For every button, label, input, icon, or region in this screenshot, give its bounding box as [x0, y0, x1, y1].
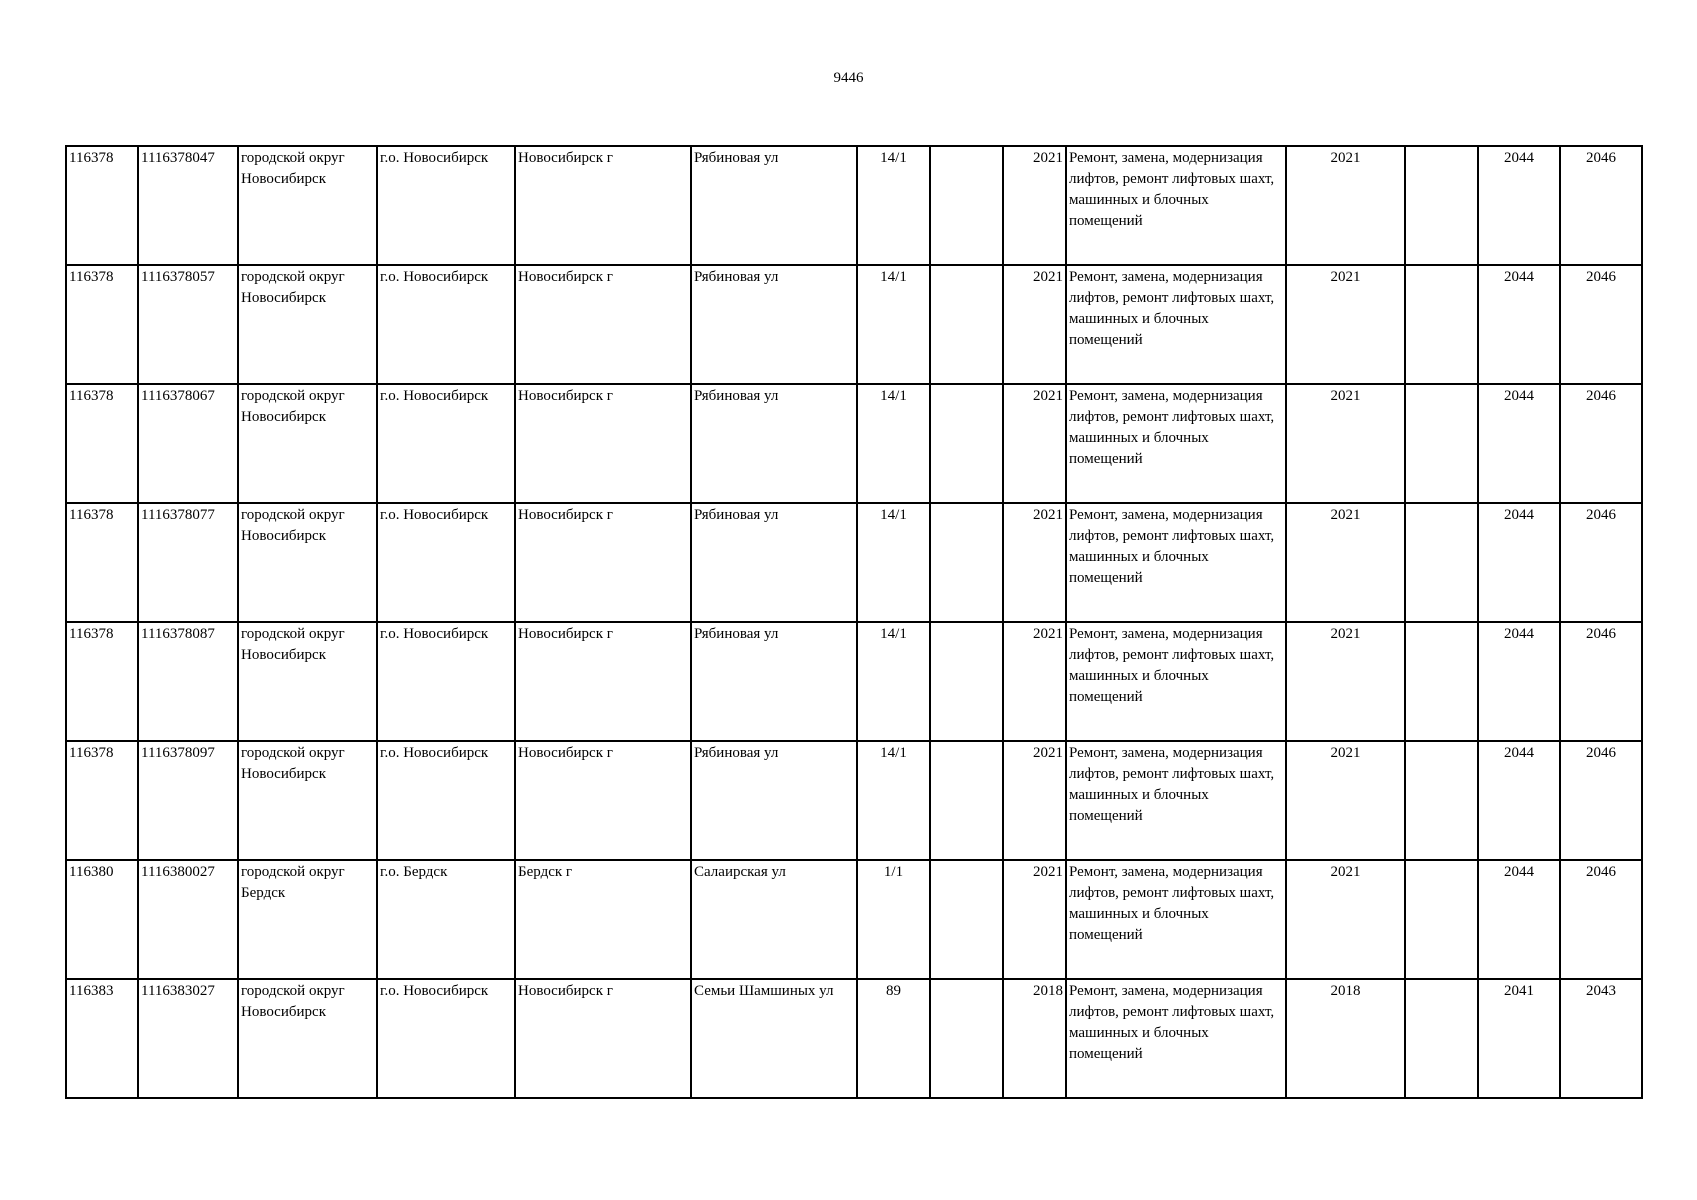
- cell-building: [930, 503, 1003, 622]
- table-row: [66, 503, 1642, 622]
- cell-building: [930, 384, 1003, 503]
- cell-extra: [1405, 622, 1478, 741]
- cell-house: 1/1: [857, 860, 930, 979]
- cell-code: 1116378047: [138, 146, 238, 265]
- cell-district: городской округ Новосибирск: [238, 622, 377, 741]
- cell-year-d: 2046: [1560, 503, 1642, 622]
- cell-id: 116383: [66, 979, 138, 1098]
- cell-municipality: г.о. Новосибирск: [377, 265, 515, 384]
- cell-year-b: 2021: [1286, 741, 1405, 860]
- table-row: [66, 384, 1642, 503]
- cell-year-a: 2021: [1003, 860, 1066, 979]
- cell-code: 1116378097: [138, 741, 238, 860]
- cell-locality: Новосибирск г: [515, 265, 691, 384]
- cell-year-a: 2021: [1003, 265, 1066, 384]
- cell-municipality: г.о. Новосибирск: [377, 979, 515, 1098]
- cell-year-c: 2044: [1478, 741, 1560, 860]
- cell-building: [930, 265, 1003, 384]
- cell-locality: Новосибирск г: [515, 146, 691, 265]
- cell-locality: Новосибирск г: [515, 503, 691, 622]
- cell-year-b: 2021: [1286, 860, 1405, 979]
- cell-building: [930, 741, 1003, 860]
- cell-locality: Новосибирск г: [515, 979, 691, 1098]
- cell-house: 14/1: [857, 741, 930, 860]
- cell-extra: [1405, 384, 1478, 503]
- cell-extra: [1405, 503, 1478, 622]
- cell-year-c: 2044: [1478, 860, 1560, 979]
- cell-year-a: 2021: [1003, 622, 1066, 741]
- cell-year-d: 2046: [1560, 265, 1642, 384]
- cell-year-d: 2046: [1560, 384, 1642, 503]
- cell-district: городской округ Новосибирск: [238, 503, 377, 622]
- cell-year-c: 2044: [1478, 384, 1560, 503]
- cell-year-c: 2041: [1478, 979, 1560, 1098]
- cell-id: 116378: [66, 265, 138, 384]
- cell-street: Рябиновая ул: [691, 503, 857, 622]
- table-row: [66, 622, 1642, 741]
- cell-code: 1116378077: [138, 503, 238, 622]
- cell-extra: [1405, 146, 1478, 265]
- cell-street: Рябиновая ул: [691, 384, 857, 503]
- cell-building: [930, 146, 1003, 265]
- cell-locality: Бердск г: [515, 860, 691, 979]
- cell-municipality: г.о. Новосибирск: [377, 741, 515, 860]
- cell-building: [930, 979, 1003, 1098]
- cell-code: 1116378067: [138, 384, 238, 503]
- table-row: [66, 265, 1642, 384]
- cell-work: Ремонт, замена, модернизация лифтов, ремонт лифтовых шахт, машинных и блочных помещений: [1066, 979, 1286, 1098]
- cell-year-a: 2018: [1003, 979, 1066, 1098]
- cell-year-b: 2021: [1286, 503, 1405, 622]
- cell-work: Ремонт, замена, модернизация лифтов, ремонт лифтовых шахт, машинных и блочных помещений: [1066, 265, 1286, 384]
- cell-code: 1116378057: [138, 265, 238, 384]
- cell-year-b: 2021: [1286, 622, 1405, 741]
- cell-id: 116378: [66, 622, 138, 741]
- cell-year-d: 2046: [1560, 146, 1642, 265]
- cell-year-b: 2018: [1286, 979, 1405, 1098]
- cell-house: 14/1: [857, 146, 930, 265]
- cell-code: 1116380027: [138, 860, 238, 979]
- cell-year-b: 2021: [1286, 265, 1405, 384]
- cell-work: Ремонт, замена, модернизация лифтов, ремонт лифтовых шахт, машинных и блочных помещений: [1066, 503, 1286, 622]
- cell-year-c: 2044: [1478, 146, 1560, 265]
- cell-id: 116380: [66, 860, 138, 979]
- cell-locality: Новосибирск г: [515, 622, 691, 741]
- cell-year-d: 2046: [1560, 622, 1642, 741]
- cell-district: городской округ Новосибирск: [238, 741, 377, 860]
- cell-work: Ремонт, замена, модернизация лифтов, ремонт лифтовых шахт, машинных и блочных помещений: [1066, 622, 1286, 741]
- cell-work: Ремонт, замена, модернизация лифтов, ремонт лифтовых шахт, машинных и блочных помещений: [1066, 860, 1286, 979]
- table-row: [66, 979, 1642, 1098]
- cell-municipality: г.о. Новосибирск: [377, 503, 515, 622]
- cell-street: Рябиновая ул: [691, 265, 857, 384]
- cell-house: 14/1: [857, 384, 930, 503]
- cell-municipality: г.о. Новосибирск: [377, 146, 515, 265]
- cell-house: 14/1: [857, 503, 930, 622]
- cell-id: 116378: [66, 741, 138, 860]
- cell-building: [930, 860, 1003, 979]
- cell-year-d: 2046: [1560, 741, 1642, 860]
- cell-district: городской округ Новосибирск: [238, 979, 377, 1098]
- cell-extra: [1405, 860, 1478, 979]
- cell-district: городской округ Бердск: [238, 860, 377, 979]
- table-row: [66, 741, 1642, 860]
- cell-extra: [1405, 979, 1478, 1098]
- cell-year-b: 2021: [1286, 146, 1405, 265]
- cell-street: Салаирская ул: [691, 860, 857, 979]
- cell-year-c: 2044: [1478, 503, 1560, 622]
- cell-municipality: г.о. Бердск: [377, 860, 515, 979]
- cell-building: [930, 622, 1003, 741]
- cell-house: 14/1: [857, 265, 930, 384]
- table-body: [66, 146, 1642, 1098]
- table-row: [66, 146, 1642, 265]
- cell-code: 1116378087: [138, 622, 238, 741]
- cell-year-d: 2043: [1560, 979, 1642, 1098]
- cell-year-b: 2021: [1286, 384, 1405, 503]
- cell-id: 116378: [66, 503, 138, 622]
- cell-work: Ремонт, замена, модернизация лифтов, ремонт лифтовых шахт, машинных и блочных помещений: [1066, 741, 1286, 860]
- cell-street: Рябиновая ул: [691, 622, 857, 741]
- cell-year-c: 2044: [1478, 265, 1560, 384]
- cell-house: 89: [857, 979, 930, 1098]
- cell-municipality: г.о. Новосибирск: [377, 384, 515, 503]
- cell-locality: Новосибирск г: [515, 741, 691, 860]
- cell-id: 116378: [66, 146, 138, 265]
- cell-id: 116378: [66, 384, 138, 503]
- cell-street: Рябиновая ул: [691, 741, 857, 860]
- table-row: [66, 860, 1642, 979]
- cell-year-c: 2044: [1478, 622, 1560, 741]
- cell-house: 14/1: [857, 622, 930, 741]
- cell-street: Рябиновая ул: [691, 146, 857, 265]
- cell-year-d: 2046: [1560, 860, 1642, 979]
- cell-year-a: 2021: [1003, 384, 1066, 503]
- cell-extra: [1405, 265, 1478, 384]
- cell-district: городской округ Новосибирск: [238, 384, 377, 503]
- cell-year-a: 2021: [1003, 146, 1066, 265]
- page-number: 9446: [833, 70, 864, 86]
- cell-street: Семьи Шамшиных ул: [691, 979, 857, 1098]
- cell-district: городской округ Новосибирск: [238, 265, 377, 384]
- cell-municipality: г.о. Новосибирск: [377, 622, 515, 741]
- cell-year-a: 2021: [1003, 741, 1066, 860]
- cell-extra: [1405, 741, 1478, 860]
- cell-district: городской округ Новосибирск: [238, 146, 377, 265]
- cell-year-a: 2021: [1003, 503, 1066, 622]
- cell-locality: Новосибирск г: [515, 384, 691, 503]
- cell-work: Ремонт, замена, модернизация лифтов, ремонт лифтовых шахт, машинных и блочных помещений: [1066, 146, 1286, 265]
- registry-table: [65, 145, 1643, 1099]
- cell-work: Ремонт, замена, модернизация лифтов, ремонт лифтовых шахт, машинных и блочных помещений: [1066, 384, 1286, 503]
- cell-code: 1116383027: [138, 979, 238, 1098]
